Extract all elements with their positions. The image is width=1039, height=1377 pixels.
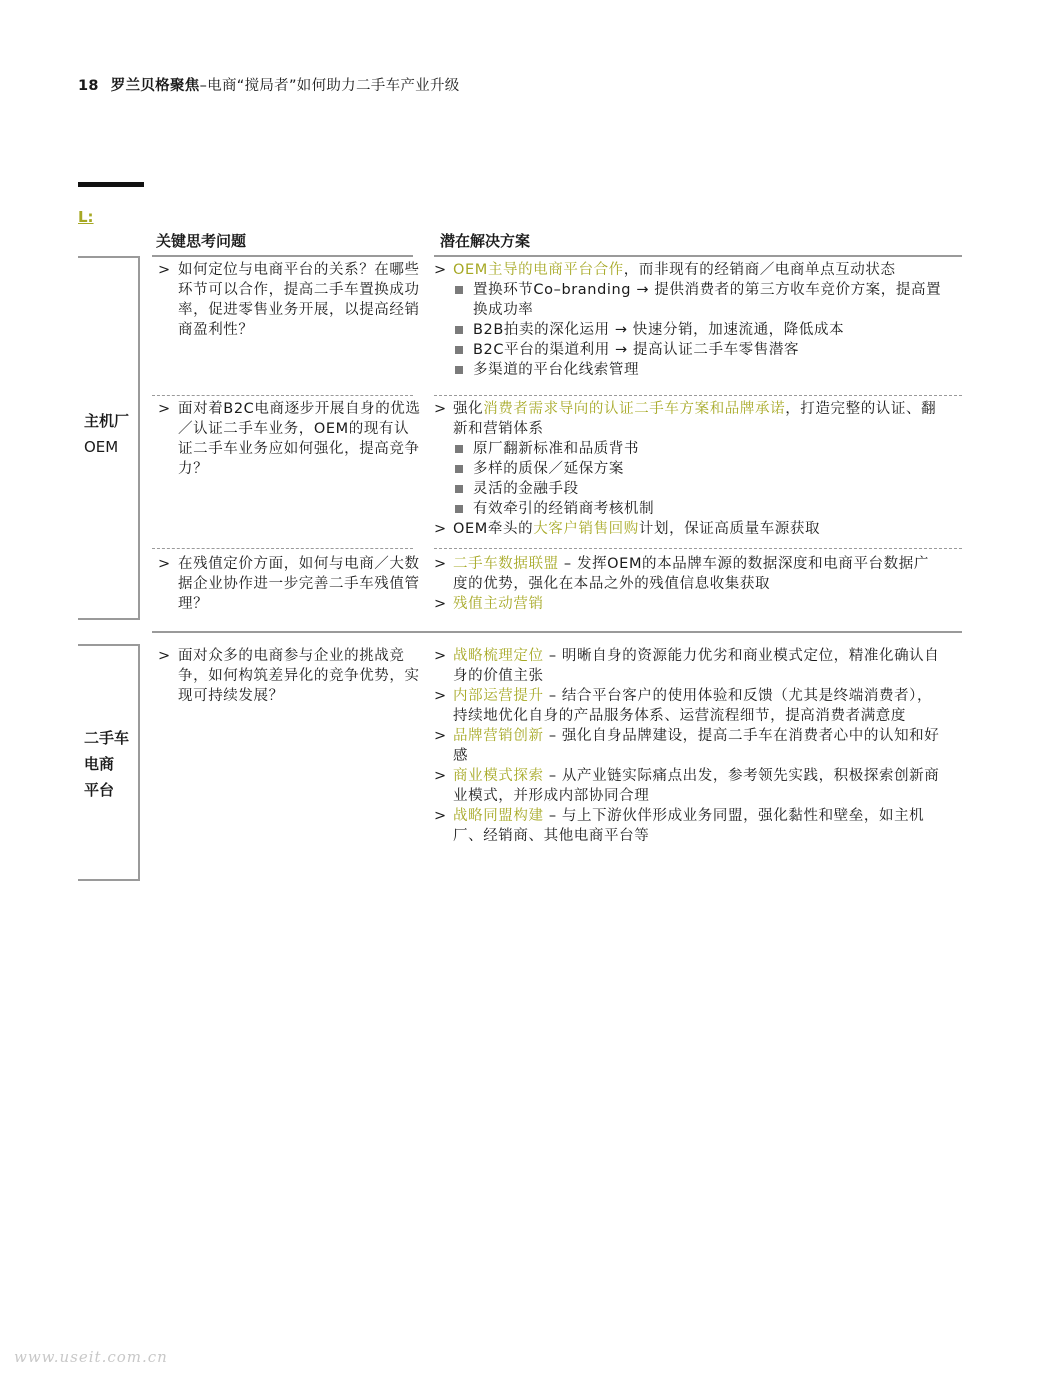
square-bullet-icon [455, 485, 463, 493]
solution-item [434, 646, 944, 686]
question-item [152, 646, 423, 706]
chevron-icon: > [434, 596, 447, 612]
solution-highlight: 消费者需求导向的认证二手车方案和品牌承诺 [483, 401, 786, 417]
solution-item [434, 554, 944, 594]
solution-block [434, 554, 944, 614]
question-text: 如何定位与电商平台的关系？在哪些环节可以合作，提高二手车置换成功率，促进零售业务开展，以提高经销商盈利性？ [178, 262, 420, 338]
watermark: www.useit.com.cn [14, 1348, 168, 1366]
question-item [152, 399, 423, 479]
bullet-text: 多渠道的平台化线索管理 [473, 362, 640, 378]
row-divider [152, 548, 413, 549]
chevron-icon: > [158, 556, 171, 572]
solution-item [434, 726, 944, 766]
square-bullet-icon [455, 346, 463, 354]
solution-bullet [434, 280, 944, 320]
solution-text: – 明晰自身的资源能力优劣和商业模式定位，精准化确认自身的价值主张 [453, 648, 940, 684]
oem-label-line1: 主机厂 [84, 412, 130, 430]
chevron-icon: > [434, 808, 447, 824]
bullet-text: 灵活的金融手段 [473, 481, 579, 497]
row-divider [152, 395, 413, 396]
question-text: 面对众多的电商参与企业的挑战竞争，如何构筑差异化的竞争优势，实现可持续发展？ [178, 648, 420, 704]
solution-highlight: 战略梳理定位 [453, 648, 544, 664]
solution-bullet [434, 439, 944, 459]
solution-text: – 与上下游伙伴形成业务同盟，强化黏性和壁垒，如主机厂、经销商、其他电商平台等 [453, 808, 925, 844]
bullet-text: 有效牵引的经销商考核机制 [473, 501, 655, 517]
chevron-icon: > [434, 262, 447, 278]
solution-text: – 强化自身品牌建设，提高二手车在消费者心中的认知和好感 [453, 728, 940, 764]
solution-item [434, 519, 944, 539]
chevron-icon: > [434, 768, 447, 784]
solution-highlight: 内部运营提升 [453, 688, 544, 704]
solution-item [434, 594, 944, 614]
solution-item [434, 686, 944, 726]
header-brand: 罗兰贝格聚焦 [110, 78, 200, 94]
solution-bullet [434, 499, 944, 519]
chevron-icon: > [434, 728, 447, 744]
row-divider [434, 548, 962, 549]
running-header [78, 74, 460, 95]
solution-block [434, 646, 944, 846]
solution-bullet [434, 459, 944, 479]
solution-text: OEM牵头的 [453, 521, 534, 537]
chevron-icon: > [434, 521, 447, 537]
solution-text: ，打造完整的认证、翻新和营销体系 [453, 401, 937, 437]
square-bullet-icon [455, 505, 463, 513]
solution-text: – 发挥OEM的本品牌车源的数据深度和电商平台数据广度的优势，强化在本品之外的残值信息收集获取 [453, 556, 929, 592]
square-bullet-icon [455, 445, 463, 453]
platform-label-line1: 二手车 [84, 729, 130, 747]
chevron-icon: > [434, 648, 447, 664]
solution-highlight: OEM主导的电商平台合作 [453, 262, 624, 278]
page-number: 18 [78, 78, 99, 94]
solution-highlight: 商业模式探索 [453, 768, 544, 784]
section-rule [78, 182, 144, 187]
solution-text: – 从产业链实际痛点出发，参考领先实践，积极探索创新商业模式，并形成内部协同合理 [453, 768, 940, 804]
segment-divider [152, 631, 962, 633]
chevron-icon: > [434, 688, 447, 704]
solution-item [434, 806, 944, 846]
solutions-header-rule [434, 255, 962, 257]
bullet-text: B2B拍卖的深化运用 → 快速分销，加速流通，降低成本 [473, 322, 845, 338]
section-mark: L: [78, 208, 94, 226]
question-text: 在残值定价方面，如何与电商／大数据企业协作进一步完善二手车残值管理？ [178, 556, 420, 612]
solution-text: 计划，保证高质量车源获取 [638, 521, 821, 537]
row-divider [434, 395, 962, 396]
solution-item [434, 399, 944, 439]
solution-block [434, 399, 944, 539]
solution-bullet [434, 360, 944, 380]
solutions-column-header: 潜在解决方案 [440, 232, 531, 250]
solution-highlight: 战略同盟构建 [453, 808, 544, 824]
oem-label-line2: OEM [84, 438, 119, 456]
solution-highlight: 残值主动营销 [453, 596, 544, 612]
solution-highlight: 大客户销售回购 [533, 521, 639, 537]
platform-label-line3: 平台 [84, 781, 115, 799]
header-title: 电商“搅局者”如何助力二手车产业升级 [207, 78, 460, 94]
solution-item [434, 766, 944, 806]
solution-text: – 结合平台客户的使用体验和反馈（尤其是终端消费者），持续地优化自身的产品服务体系、运营流程细节，提高消费者满意度 [453, 688, 933, 724]
bullet-text: 多样的质保／延保方案 [473, 461, 624, 477]
chevron-icon: > [158, 262, 171, 278]
solution-text: 强化 [453, 401, 484, 417]
solution-item [434, 260, 944, 280]
platform-segment-label [84, 725, 129, 803]
solution-block [434, 260, 944, 380]
solution-highlight: 品牌营销创新 [453, 728, 544, 744]
bullet-text: B2C平台的渠道利用 → 提高认证二手车零售潜客 [473, 342, 800, 358]
question-item [152, 554, 423, 614]
bullet-text: 置换环节Co–branding → 提供消费者的第三方收车竞价方案，提高置换成功率 [473, 282, 942, 318]
solution-bullet [434, 320, 944, 340]
square-bullet-icon [455, 465, 463, 473]
header-separator: – [199, 78, 208, 94]
question-text: 面对着B2C电商逐步开展自身的优选／认证二手车业务，OEM的现有认证二手车业务应如何强化，提高竞争力？ [178, 401, 421, 477]
solution-bullet [434, 340, 944, 360]
chevron-icon: > [158, 648, 171, 664]
solution-highlight: 二手车数据联盟 [453, 556, 559, 572]
oem-segment-label [84, 408, 129, 460]
questions-column-header: 关键思考问题 [156, 232, 247, 250]
square-bullet-icon [455, 326, 463, 334]
questions-header-rule [152, 255, 413, 257]
platform-label-line2: 电商 [84, 755, 115, 773]
square-bullet-icon [455, 286, 463, 294]
chevron-icon: > [158, 401, 171, 417]
question-item [152, 260, 423, 340]
solution-bullet [434, 479, 944, 499]
bullet-text: 原厂翻新标准和品质背书 [473, 441, 640, 457]
chevron-icon: > [434, 401, 447, 417]
solution-text: ，而非现有的经销商／电商单点互动状态 [623, 262, 896, 278]
chevron-icon: > [434, 556, 447, 572]
square-bullet-icon [455, 366, 463, 374]
